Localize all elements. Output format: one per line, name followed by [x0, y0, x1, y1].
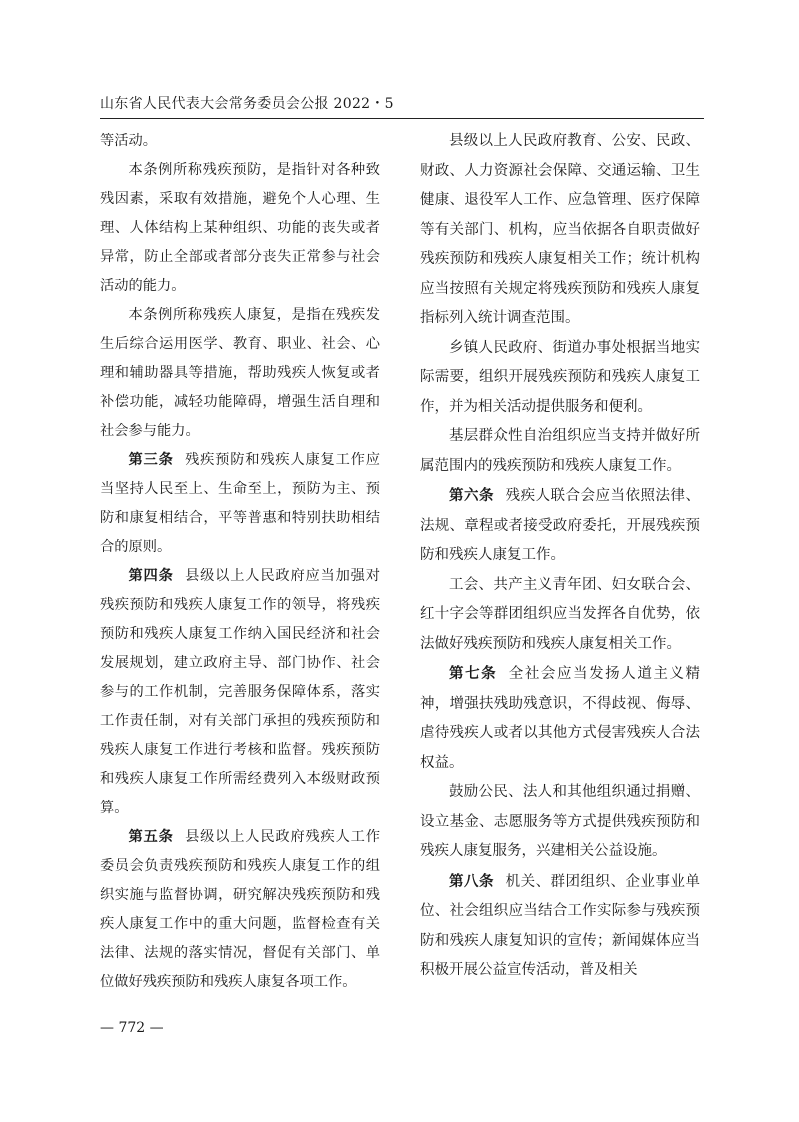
header-rule [100, 118, 704, 119]
article-label: 第四条 [128, 568, 174, 584]
journal-header: 山东省人民代表大会常务委员会公报 2022・5 [100, 96, 394, 112]
article-5 [100, 823, 380, 997]
paragraph-q7 [420, 778, 700, 867]
paragraph-q1 [420, 127, 700, 334]
paragraph-text: 等活动。 [100, 133, 158, 149]
left-column [100, 127, 380, 997]
paragraph-text: 县级以上人民政府残疾人工作委员会负责残疾预防和残疾人康复工作的组织实施与监督协调，研究解决残疾预防和残疾人康复工作中的重大问题，监督检查有关法律、法规的落实情况，督促有关部门、单位做好残疾预防和残疾人康复各项工作。 [100, 829, 380, 990]
article-label: 第八条 [449, 872, 494, 890]
paragraph-text: 基层群众性自治组织应当支持并做好所属范围内的残疾预防和残疾人康复工作。 [420, 428, 700, 474]
paragraph-text: 县级以上人民政府应当加强对残疾预防和残疾人康复工作的领导，将残疾预防和残疾人康复工作纳入国民经济和社会发展规划，建立政府主导、部门协作、社会参与的工作机制，完善服务保障体系，落实工作责任制，对有关部门承担的残疾预防和残疾人康复工作进行考核和监督。残疾预防和残疾人康复工作所需经费列入本级财政预算。 [100, 568, 380, 816]
article-label: 第六条 [449, 487, 494, 504]
paragraph-q3 [420, 422, 700, 481]
paragraph-text: 县级以上人民政府教育、公安、民政、财政、人力资源社会保障、交通运输、卫生健康、退役军人工作、应急管理、医疗保障等有关部门、机构，应当依据各自职责做好残疾预防和残疾人康复相关工作；统计机构应当按照有关规定将残疾预防和残疾人康复指标列入统计调查范围。 [420, 133, 700, 326]
article-label: 第七条 [449, 665, 498, 682]
paragraph-text: 乡镇人民政府、街道办事处根据当地实际需要，组织开展残疾预防和残疾人康复工作，并为相关活动提供服务和便利。 [420, 339, 700, 415]
article-6 [420, 481, 700, 571]
article-4 [100, 562, 380, 823]
paragraph-q2 [420, 334, 700, 423]
page-number: — 772 — [100, 1020, 164, 1036]
paragraph-text: 工会、共产主义青年团、妇女联合会、红十字会等群团组织应当发挥各自优势，依法做好残疾预防和残疾人康复相关工作。 [420, 576, 700, 652]
article-8 [420, 867, 700, 986]
paragraph-text: 机关、群团组织、企业事业单位、社会组织应当结合工作实际参与残疾预防和残疾人康复知识的宣传；新闻媒体应当积极开展公益宣传活动，普及相关 [420, 873, 701, 978]
paragraph-text: 本条例所称残疾人康复，是指在残疾发生后综合运用医学、教育、职业、社会、心理和辅助器具等措施，帮助残疾人恢复或者补偿功能，减轻功能障碍，增强生活自理和社会参与能力。 [100, 307, 380, 439]
paragraph-text: 全社会应当发扬人道主义精神，增强扶残助残意识，不得歧视、侮辱、虐待残疾人或者以其他方式侵害残疾人合法权益。 [420, 666, 701, 771]
paragraph-text: 残疾人联合会应当依照法律、法规、章程或者接受政府委托，开展残疾预防和残疾人康复工作。 [420, 488, 701, 563]
paragraph-q5 [420, 571, 700, 660]
paragraph-p3 [100, 301, 380, 446]
paragraph-p1 [100, 127, 380, 156]
paragraph-text: 本条例所称残疾预防，是指针对各种致残因素，采取有效措施，避免个人心理、生理、人体结构上某种组织、功能的丧失或者异常，防止全部或者部分丧失正常参与社会活动的能力。 [100, 162, 380, 294]
article-label: 第三条 [128, 452, 174, 468]
right-column [420, 127, 700, 986]
article-label: 第五条 [128, 829, 174, 845]
paragraph-text: 鼓励公民、法人和其他组织通过捐赠、设立基金、志愿服务等方式提供残疾预防和残疾人康复服务，兴建相关公益设施。 [420, 784, 700, 859]
article-7 [420, 659, 700, 778]
paragraph-p2 [100, 156, 380, 301]
paragraph-text: 残疾预防和残疾人康复工作应当坚持人民至上、生命至上，预防为主、预防和康复相结合，平等普惠和特别扶助相结合的原则。 [100, 452, 380, 555]
article-3 [100, 446, 380, 562]
